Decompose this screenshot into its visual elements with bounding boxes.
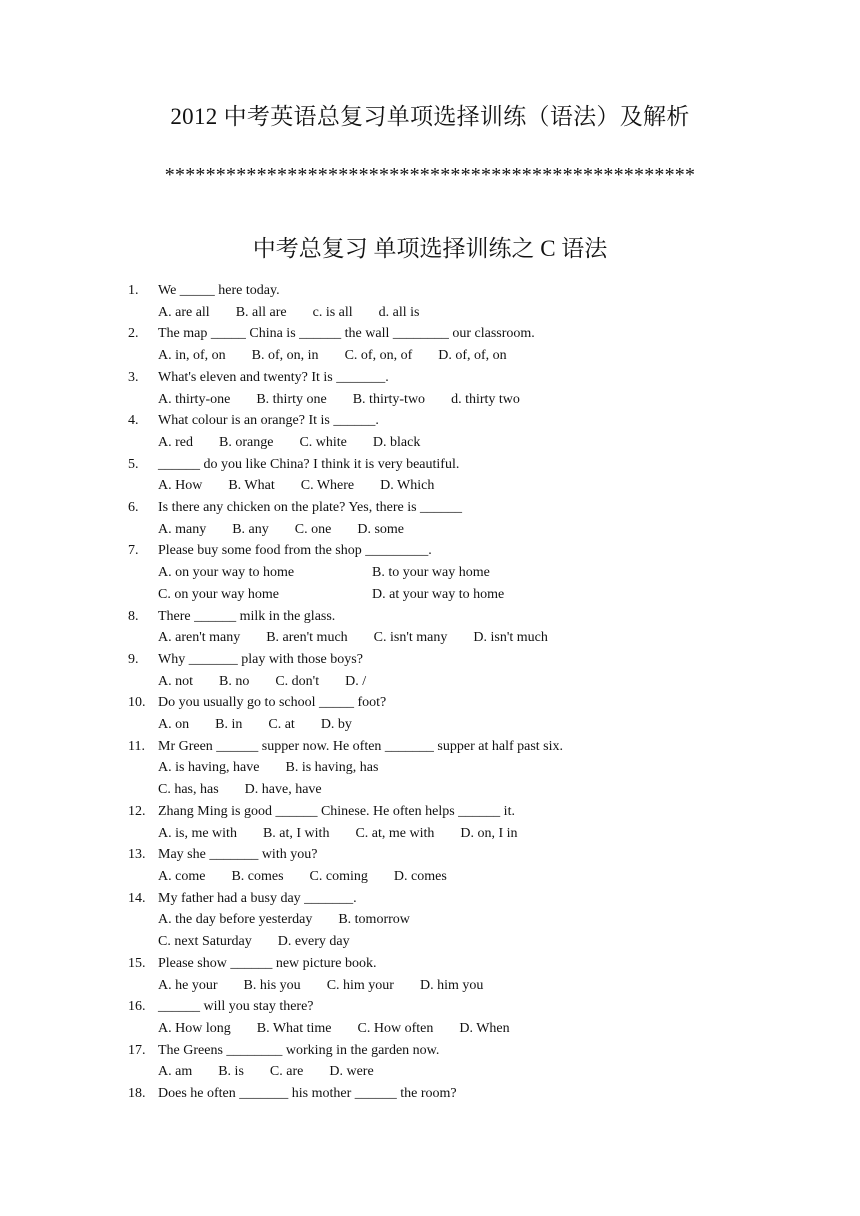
answer-option: A. on <box>158 717 190 733</box>
question-number: 6. <box>128 500 139 516</box>
question-number: 3. <box>128 369 139 385</box>
answer-option: C. Where <box>300 478 355 494</box>
answer-option: B. aren't much <box>266 630 348 646</box>
answer-option: D. / <box>345 673 367 689</box>
options-row <box>158 345 768 367</box>
options-row <box>158 714 768 736</box>
question-number: 5. <box>128 456 139 472</box>
answer-option: C. him your <box>326 977 394 993</box>
answer-option: C. one <box>294 521 332 537</box>
question-text: Zhang Ming is good ______ Chinese. He often helps ______ it. <box>158 803 515 819</box>
question-item <box>128 736 768 801</box>
options-row <box>158 519 768 541</box>
answer-option: C. are <box>269 1064 304 1080</box>
answer-option: B. comes <box>231 868 284 884</box>
answer-option: D. on, I in <box>460 825 518 841</box>
question-item <box>128 953 768 996</box>
question-text: Please buy some food from the shop _________. <box>158 543 432 559</box>
question-number: 2. <box>128 326 139 342</box>
question-number: 17. <box>128 1042 146 1058</box>
answer-option: B. in <box>215 717 243 733</box>
answer-option: D. every day <box>277 934 350 950</box>
options-row <box>158 671 768 693</box>
options-row <box>158 866 768 888</box>
answer-option: A. many <box>158 521 207 537</box>
answer-option: B. no <box>219 673 250 689</box>
question-number: 18. <box>128 1086 146 1102</box>
question-number: 12. <box>128 803 146 819</box>
answer-option: C. don't <box>275 673 320 689</box>
question-text: Mr Green ______ supper now. He often _______ supper at half past six. <box>158 738 564 754</box>
question-item <box>128 323 768 366</box>
question-number: 7. <box>128 543 139 559</box>
answer-option: D. him you <box>419 977 484 993</box>
answer-option: B. is having, has <box>285 760 379 776</box>
answer-option: A. on your way to home <box>158 565 295 581</box>
options-row <box>158 779 768 801</box>
answer-option: B. orange <box>219 434 274 450</box>
answer-option: C. at, me with <box>355 825 435 841</box>
answer-option: D. Which <box>380 478 435 494</box>
answer-option: A. is, me with <box>158 825 237 841</box>
options-row <box>158 475 768 497</box>
answer-option: C. of, on, of <box>344 348 413 364</box>
options-row <box>158 389 768 411</box>
question-item <box>128 1083 768 1105</box>
question-number: 8. <box>128 608 139 624</box>
question-text: The Greens ________ working in the garden now. <box>158 1042 440 1058</box>
answer-option: A. red <box>158 434 193 450</box>
options-row <box>158 757 768 779</box>
options-row <box>158 931 768 953</box>
question-number: 1. <box>128 283 139 298</box>
answer-option: B. his you <box>243 977 301 993</box>
answer-option: c. is all <box>312 304 353 320</box>
answer-option: A. am <box>158 1064 193 1080</box>
options-row <box>158 1061 768 1083</box>
answer-option: B. of, on, in <box>251 348 319 364</box>
answer-option: d. thirty two <box>451 391 520 407</box>
answer-option: C. coming <box>309 868 368 884</box>
answer-option: A. the day before yesterday <box>158 912 313 928</box>
question-text: What colour is an orange? It is ______. <box>158 413 379 429</box>
answer-option: D. by <box>320 717 352 733</box>
question-text: Is there any chicken on the plate? Yes, there is ______ <box>158 500 463 516</box>
answer-option: D. black <box>372 434 421 450</box>
answer-option: A. come <box>158 868 206 884</box>
question-text: Please show ______ new picture book. <box>158 955 377 971</box>
answer-option: C. white <box>299 434 347 450</box>
options-row <box>158 584 768 606</box>
section-subtitle: 中考总复习 单项选择训练之 C 语法 <box>252 236 608 261</box>
question-number: 9. <box>128 651 139 667</box>
answer-option: C. isn't many <box>373 630 448 646</box>
options-row <box>158 1018 768 1040</box>
question-text: There ______ milk in the glass. <box>158 608 336 624</box>
answer-option: B. all are <box>235 304 287 320</box>
options-row <box>158 823 768 845</box>
question-text: We _____ here today. <box>158 283 280 298</box>
question-item <box>128 844 768 887</box>
question-text: Do you usually go to school _____ foot? <box>158 695 387 711</box>
answer-option: B. What time <box>256 1020 332 1036</box>
question-text: ______ do you like China? I think it is very beautiful. <box>158 456 460 472</box>
options-row <box>158 975 768 997</box>
question-number: 14. <box>128 890 146 906</box>
question-number: 11. <box>128 738 145 754</box>
answer-option: B. is <box>218 1064 244 1080</box>
options-row <box>158 627 768 649</box>
question-item <box>128 649 768 692</box>
answer-option: C. at <box>268 717 295 733</box>
document-title: 2012 中考英语总复习单项选择训练（语法）及解析 <box>170 104 690 129</box>
answer-option: A. is having, have <box>158 760 260 776</box>
answer-option: C. next Saturday <box>158 934 252 950</box>
options-row <box>158 909 768 931</box>
answer-option: A. in, of, on <box>158 348 226 364</box>
question-number: 4. <box>128 413 139 429</box>
answer-option: D. of, of, on <box>438 348 507 364</box>
options-row <box>158 302 768 324</box>
question-text: May she _______ with you? <box>158 847 318 863</box>
answer-option: A. he your <box>158 977 218 993</box>
answer-option: C. has, has <box>158 782 219 798</box>
answer-option: A. not <box>158 673 193 689</box>
question-number: 16. <box>128 999 146 1015</box>
question-item <box>128 888 768 953</box>
answer-option: D. isn't much <box>473 630 548 646</box>
question-text: ______ will you stay there? <box>158 999 314 1015</box>
answer-option: C. How often <box>357 1020 434 1036</box>
answer-option: D. some <box>357 521 405 537</box>
question-text: My father had a busy day _______. <box>158 890 357 906</box>
star-divider: **************************************************** <box>164 164 696 186</box>
question-number: 15. <box>128 955 146 971</box>
answer-option: C. on your way home <box>158 586 279 602</box>
question-item <box>128 454 768 497</box>
question-item <box>128 280 768 323</box>
question-item <box>128 606 768 649</box>
answer-option: A. How long <box>158 1020 231 1036</box>
answer-option: B. tomorrow <box>338 912 410 928</box>
answer-option: B. any <box>232 521 269 537</box>
question-item <box>128 1040 768 1083</box>
answer-option: D. have, have <box>244 782 322 798</box>
answer-option: B. What <box>228 478 275 494</box>
answer-option: A. How <box>158 478 203 494</box>
answer-option: A. thirty-one <box>158 391 231 407</box>
question-text: What's eleven and twenty? It is _______. <box>158 369 389 385</box>
answer-option: d. all is <box>378 304 420 320</box>
answer-option: A. are all <box>158 304 210 320</box>
answer-option: B. thirty-two <box>352 391 426 407</box>
question-item <box>128 996 768 1039</box>
question-item <box>128 367 768 410</box>
answer-option: D. were <box>329 1064 374 1080</box>
answer-option: D. at your way to home <box>372 586 505 602</box>
question-item <box>128 410 768 453</box>
answer-option: D. When <box>459 1020 510 1036</box>
question-number: 13. <box>128 847 146 863</box>
question-item <box>128 801 768 844</box>
question-list <box>128 280 768 1105</box>
question-item <box>128 497 768 540</box>
question-text: Why _______ play with those boys? <box>158 651 363 667</box>
question-text: The map _____ China is ______ the wall ________ our classroom. <box>158 326 535 342</box>
question-text: Does he often _______ his mother ______ the room? <box>158 1086 457 1102</box>
options-row <box>158 432 768 454</box>
answer-option: A. aren't many <box>158 630 241 646</box>
answer-option: B. at, I with <box>262 825 330 841</box>
answer-option: D. comes <box>393 868 447 884</box>
question-item <box>128 692 768 735</box>
answer-option: B. to your way home <box>372 565 490 581</box>
options-row <box>158 562 768 584</box>
question-item <box>128 540 768 605</box>
question-number: 10. <box>128 695 146 711</box>
answer-option: B. thirty one <box>256 391 327 407</box>
